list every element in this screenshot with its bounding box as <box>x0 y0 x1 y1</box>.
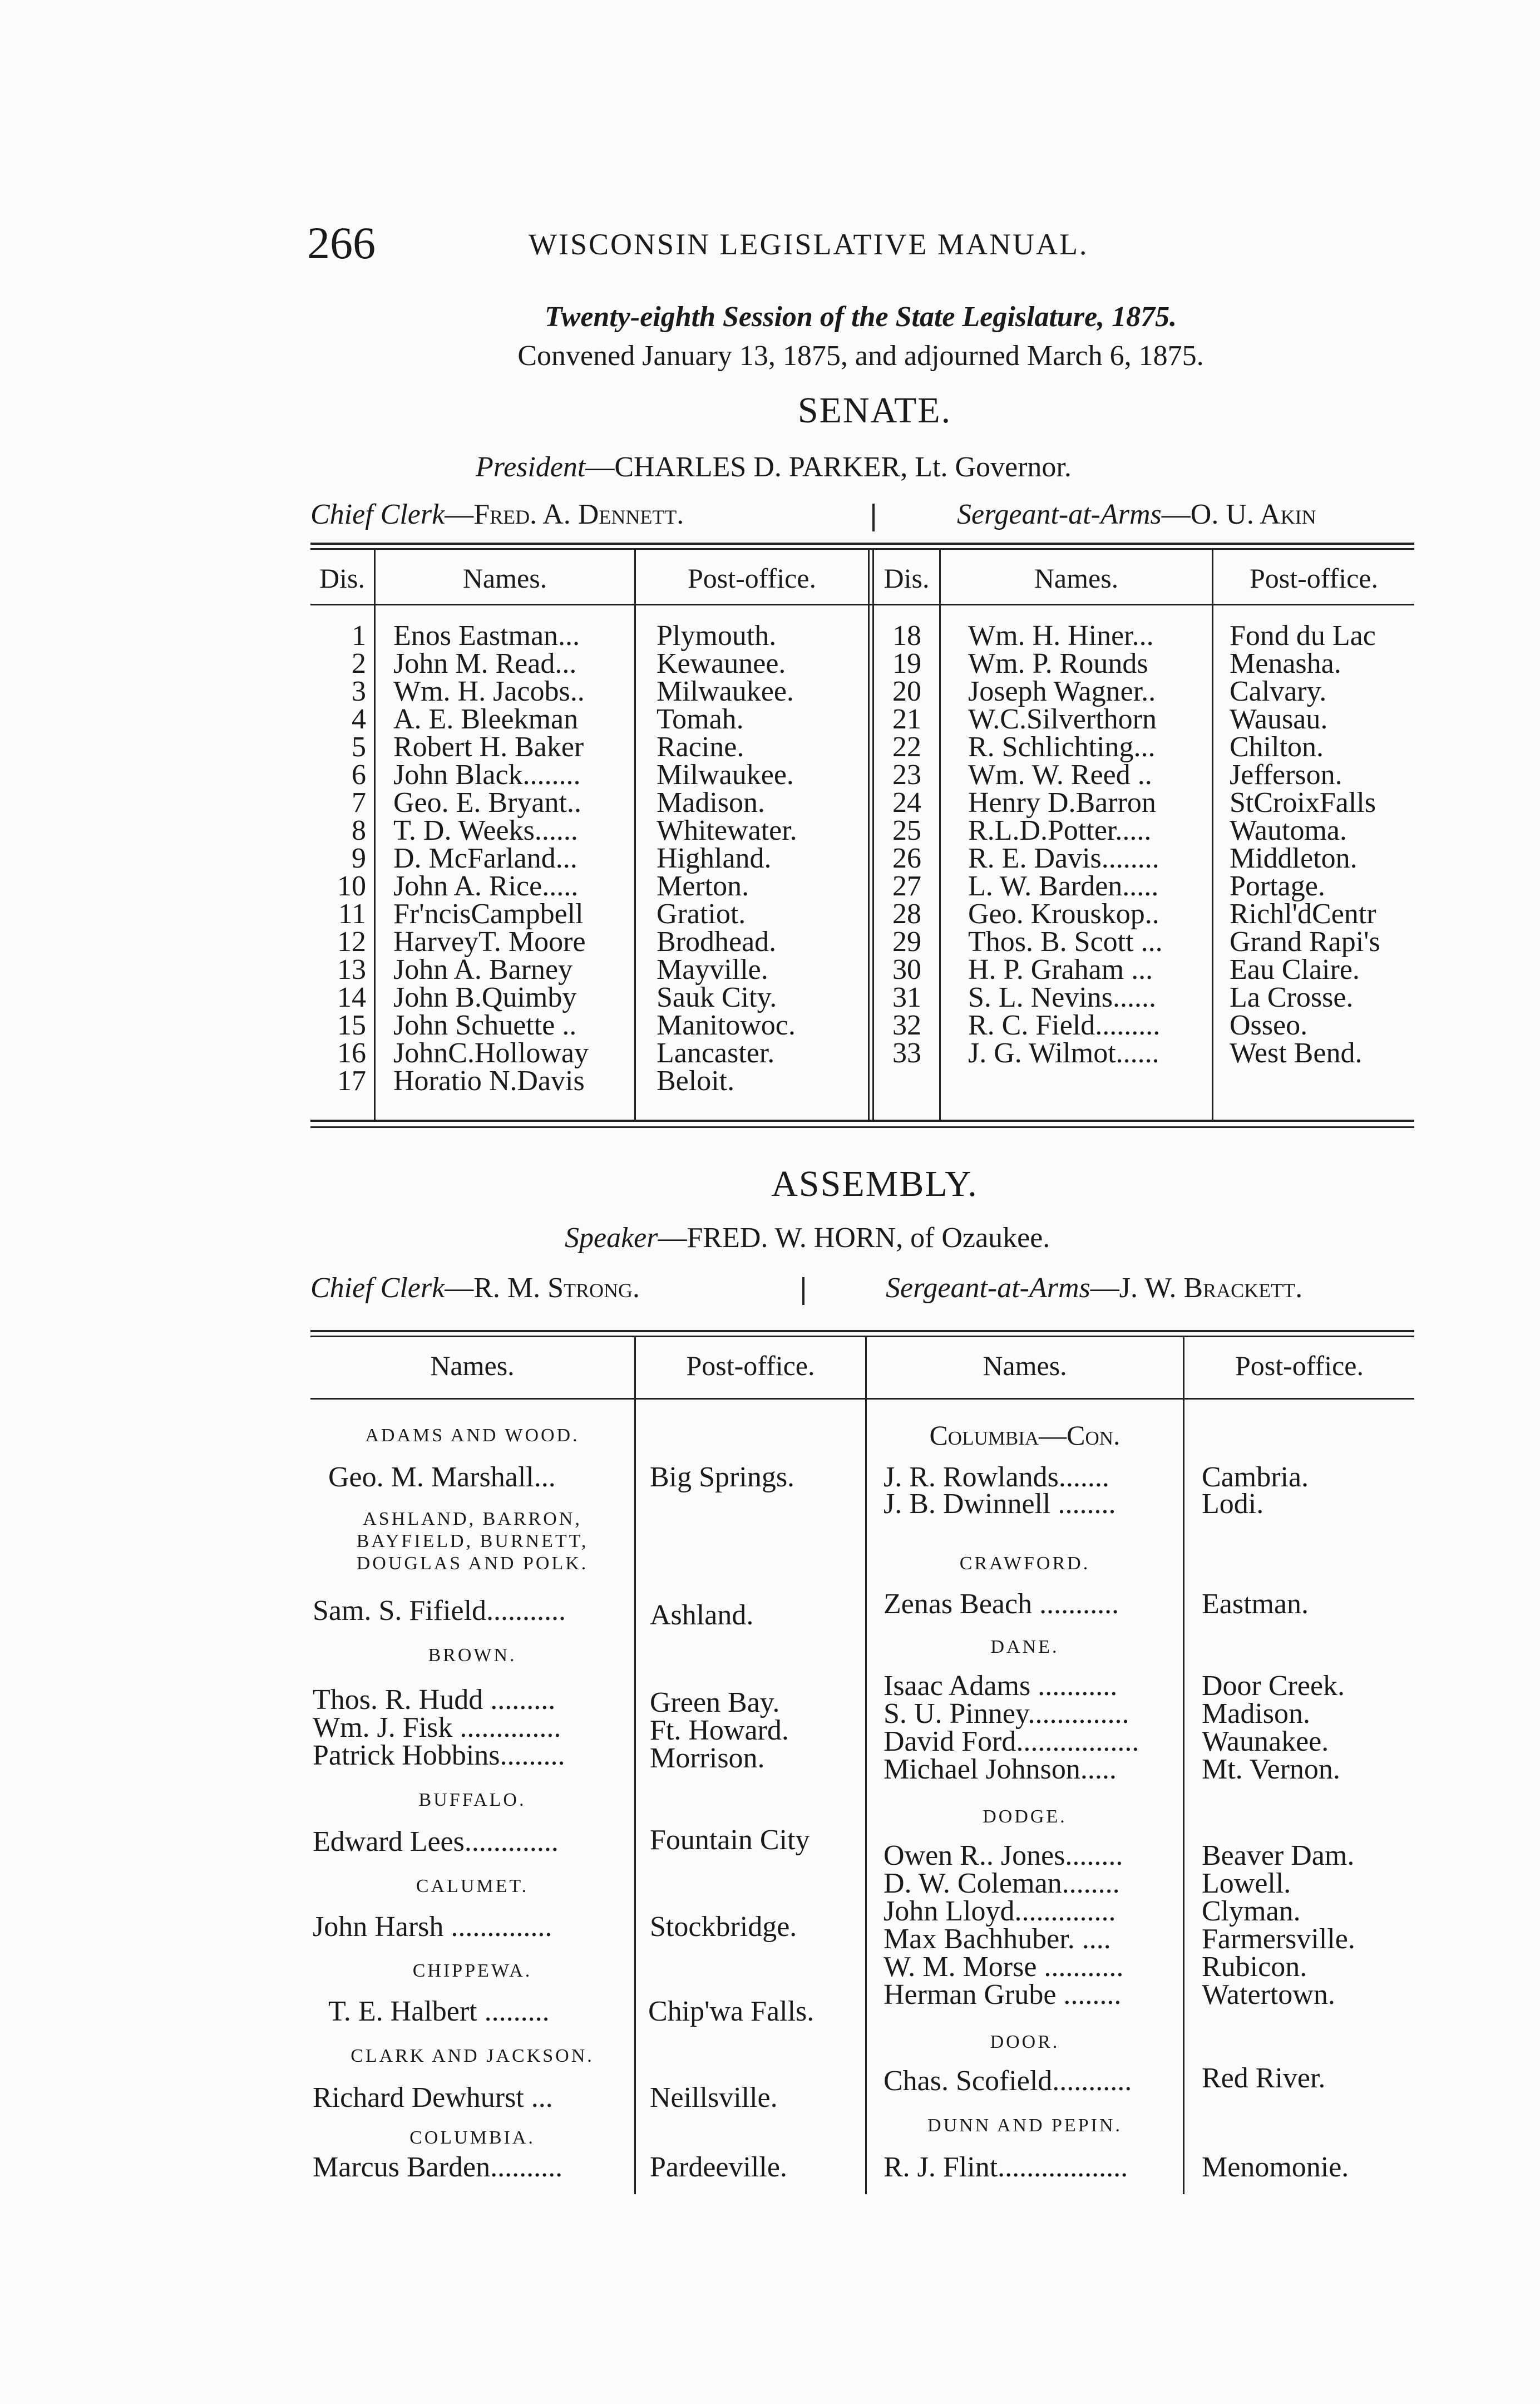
member-name: Max Bachhuber. .... <box>883 1923 1111 1955</box>
senator-post-office: StCroixFalls <box>1230 787 1376 819</box>
county-heading: DANE. <box>990 1637 1059 1657</box>
senator-post-office: Madison. <box>657 787 765 819</box>
senator-name: Enos Eastman... <box>393 620 580 652</box>
member-name: R. J. Flint.................. <box>883 2151 1128 2183</box>
senate-district-number: 19 <box>892 648 921 679</box>
county-heading: Columbia—Con. <box>929 1420 1121 1451</box>
senator-name: Wm. H. Jacobs.. <box>393 676 585 707</box>
session-title: Twenty-eighth Session of the State Legislature, 1875. <box>544 301 1177 333</box>
senate-chief-clerk <box>310 498 684 531</box>
senate-district-number: 20 <box>892 676 921 707</box>
senator-name: HarveyT. Moore <box>393 926 586 958</box>
member-name: S. U. Pinney.............. <box>883 1698 1129 1730</box>
senate-district-number: 21 <box>892 703 921 735</box>
senator-name: John Black........ <box>393 759 581 791</box>
senator-post-office: Plymouth. <box>657 620 777 652</box>
senate-district-number: 32 <box>892 1009 921 1041</box>
senate-district-number: 8 <box>352 815 366 846</box>
senator-name: R. E. Davis........ <box>968 843 1159 874</box>
senator-name: A. E. Bleekman <box>393 703 579 735</box>
senator-post-office: Mayville. <box>657 954 768 986</box>
member-name: Richard Dewhurst ... <box>313 2082 553 2114</box>
senator-name: R. C. Field......... <box>968 1009 1161 1041</box>
senate-district-number: 26 <box>892 843 921 874</box>
member-post-office: Mt. Vernon. <box>1202 1753 1340 1785</box>
senator-name: R. Schlichting... <box>968 731 1156 763</box>
member-name: Sam. S. Fifield........... <box>313 1595 566 1627</box>
rule <box>310 1330 1414 1332</box>
member-name: J. R. Rowlands....... <box>883 1461 1109 1493</box>
senate-sergeant <box>957 498 1316 531</box>
senate-col-names: Names. <box>462 563 547 594</box>
county-heading: CLARK AND JACKSON. <box>351 2046 594 2066</box>
assembly-col-names: Names. <box>983 1350 1067 1381</box>
senator-name: Fr'ncisCampbell <box>393 898 584 930</box>
senate-col-names: Names. <box>1034 563 1119 594</box>
senate-district-number: 17 <box>337 1065 366 1097</box>
county-heading: BUFFALO. <box>418 1790 526 1810</box>
member-post-office: Pardeeville. <box>650 2151 787 2183</box>
senator-post-office: Menasha. <box>1230 648 1341 679</box>
senate-district-number: 12 <box>337 926 366 958</box>
assembly-sergeant <box>886 1272 1302 1304</box>
senate-district-number: 30 <box>892 954 921 986</box>
senator-name: John B.Quimby <box>393 982 577 1013</box>
senate-district-number: 13 <box>337 954 366 986</box>
senate-district-number: 18 <box>892 620 921 652</box>
member-name: Patrick Hobbins......... <box>313 1740 565 1771</box>
senate-district-number: 27 <box>892 870 921 902</box>
member-post-office: Clyman. <box>1202 1895 1301 1927</box>
senator-name: Robert H. Baker <box>393 731 584 763</box>
senate-district-number: 4 <box>352 703 366 735</box>
senate-district-number: 1 <box>352 620 366 652</box>
senator-post-office: Kewaunee. <box>657 648 786 679</box>
senator-post-office: Fond du Lac <box>1230 620 1376 652</box>
senator-name: Geo. Krouskop.. <box>968 898 1159 930</box>
member-name: Zenas Beach ........... <box>883 1588 1119 1620</box>
member-name: Geo. M. Marshall... <box>328 1461 556 1493</box>
county-heading: BROWN. <box>428 1645 517 1666</box>
senate-district-number: 5 <box>352 731 366 763</box>
senator-post-office: Gratiot. <box>657 898 746 930</box>
assembly-col-names: Names. <box>430 1350 515 1381</box>
col-rule <box>865 1337 867 2194</box>
senate-district-number: 3 <box>352 676 366 707</box>
col-rule <box>634 1337 636 2194</box>
senate-district-number: 15 <box>337 1009 366 1041</box>
senator-name: Henry D.Barron <box>968 787 1156 819</box>
assembly-speaker <box>565 1221 1050 1254</box>
member-name: Marcus Barden.......... <box>313 2151 563 2183</box>
running-title: WISCONSIN LEGISLATIVE MANUAL. <box>529 228 1089 261</box>
senator-name: Wm. H. Hiner... <box>968 620 1154 652</box>
senator-post-office: Chilton. <box>1230 731 1324 763</box>
member-post-office: Fountain City <box>650 1824 810 1856</box>
senator-name: Thos. B. Scott ... <box>968 926 1163 958</box>
senator-post-office: Racine. <box>657 731 744 763</box>
page-header <box>307 217 1414 273</box>
senator-post-office: Milwaukee. <box>657 676 794 707</box>
rule <box>310 604 1414 605</box>
member-name: John Harsh .............. <box>313 1911 552 1943</box>
member-post-office: Door Creek. <box>1202 1670 1345 1702</box>
senator-post-office: Wautoma. <box>1230 815 1347 846</box>
county-heading: CALUMET. <box>416 1876 529 1896</box>
assembly-chief-clerk <box>310 1272 640 1304</box>
rule <box>310 1120 1414 1122</box>
county-heading: COLUMBIA. <box>409 2127 535 2148</box>
senator-post-office: Wausau. <box>1230 703 1328 735</box>
rule <box>310 1126 1414 1128</box>
senator-post-office: Middleton. <box>1230 843 1358 874</box>
member-post-office: Big Springs. <box>650 1461 795 1493</box>
senate-district-number: 7 <box>352 787 366 819</box>
member-name: Chas. Scofield........... <box>883 2065 1132 2097</box>
senator-name: W.C.Silverthorn <box>968 703 1157 735</box>
county-heading: DUNN AND PEPIN. <box>927 2115 1122 2136</box>
senator-post-office: La Crosse. <box>1230 982 1354 1013</box>
senate-clerk-label: Chief Clerk <box>310 499 445 530</box>
member-name: Thos. R. Hudd ......... <box>313 1684 556 1716</box>
col-rule <box>1212 548 1213 1120</box>
president-name: —CHARLES D. PARKER, Lt. Governor. <box>585 451 1072 483</box>
senator-name: John M. Read... <box>393 648 577 679</box>
senate-clerk-name: —Fred. A. Dennett. <box>445 499 684 530</box>
senator-post-office: Eau Claire. <box>1230 954 1360 986</box>
senator-name: Wm. W. Reed .. <box>968 759 1152 791</box>
member-post-office: Chip'wa Falls. <box>648 1996 815 2027</box>
county-heading: DOOR. <box>990 2032 1060 2052</box>
senate-district-number: 11 <box>338 898 366 930</box>
rule <box>310 1398 1414 1400</box>
member-post-office: Lowell. <box>1202 1868 1291 1899</box>
col-rule <box>939 548 941 1120</box>
member-name: John Lloyd.............. <box>883 1895 1116 1927</box>
senator-name: J. G. Wilmot...... <box>968 1037 1159 1069</box>
county-heading: BAYFIELD, BURNETT, <box>356 1531 589 1551</box>
assembly-sergeant-name: —J. W. Brackett. <box>1090 1272 1303 1304</box>
page-number: 266 <box>307 218 376 268</box>
senator-post-office: Milwaukee. <box>657 759 794 791</box>
member-post-office: Watertown. <box>1202 1979 1335 2011</box>
senator-post-office: Tomah. <box>657 703 744 735</box>
senate-col-po: Post-office. <box>1250 563 1378 594</box>
member-name: Michael Johnson..... <box>883 1753 1117 1785</box>
senator-post-office: West Bend. <box>1230 1037 1363 1069</box>
assembly-clerk-name: —R. M. Strong. <box>445 1272 640 1304</box>
senator-post-office: Osseo. <box>1230 1009 1308 1041</box>
assembly-col-po: Post-office. <box>686 1350 815 1381</box>
county-heading: CHIPPEWA. <box>412 1960 532 1981</box>
rule <box>310 1336 1414 1337</box>
senate-col-dis: Dis. <box>319 563 365 594</box>
county-heading: ASHLAND, BARRON, <box>363 1509 582 1529</box>
member-name: D. W. Coleman........ <box>883 1868 1120 1899</box>
senator-name: T. D. Weeks...... <box>393 815 578 846</box>
senator-name: Joseph Wagner.. <box>968 676 1156 707</box>
member-post-office: Red River. <box>1202 2062 1326 2094</box>
senator-post-office: Merton. <box>657 870 749 902</box>
senator-name: L. W. Barden..... <box>968 870 1159 902</box>
senate-sergeant-name: —O. U. Akin <box>1161 499 1316 530</box>
senator-post-office: Grand Rapi's <box>1230 926 1380 958</box>
senator-name: John A. Barney <box>393 954 573 986</box>
member-post-office: Cambria. <box>1202 1461 1309 1493</box>
senate-district-number: 9 <box>352 843 366 874</box>
member-post-office: Madison. <box>1202 1698 1310 1730</box>
senate-district-number: 31 <box>892 982 921 1013</box>
member-post-office: Beaver Dam. <box>1202 1840 1355 1871</box>
senate-col-dis: Dis. <box>883 563 930 594</box>
member-name: T. E. Halbert ......... <box>328 1996 550 2027</box>
rule <box>310 548 1414 550</box>
senate-district-number: 28 <box>892 898 921 930</box>
member-post-office: Menomonie. <box>1202 2151 1349 2183</box>
member-post-office: Stockbridge. <box>650 1911 797 1943</box>
member-name: W. M. Morse ........... <box>883 1951 1124 1983</box>
member-post-office: Morrison. <box>650 1742 765 1774</box>
senator-post-office: Manitowoc. <box>657 1009 796 1041</box>
rule <box>310 543 1414 545</box>
senate-district-number: 10 <box>337 870 366 902</box>
divider <box>872 504 875 531</box>
assembly-clerk-label: Chief Clerk <box>310 1272 445 1304</box>
member-post-office: Waunakee. <box>1202 1726 1329 1757</box>
session-dates: Convened January 13, 1875, and adjourned March 6, 1875. <box>517 340 1204 372</box>
speaker-name: —FRED. W. HORN, of Ozaukee. <box>658 1222 1050 1254</box>
senate-district-number: 24 <box>892 787 921 819</box>
senator-name: Horatio N.Davis <box>393 1065 585 1097</box>
county-heading: DOUGLAS AND POLK. <box>356 1553 589 1574</box>
senator-name: John Schuette .. <box>393 1009 577 1041</box>
member-post-office: Green Bay. <box>650 1687 780 1718</box>
senator-post-office: Richl'dCentr <box>1230 898 1376 930</box>
senate-heading: SENATE. <box>797 390 952 431</box>
senate-district-number: 25 <box>892 815 921 846</box>
senator-name: H. P. Graham ... <box>968 954 1153 986</box>
senator-name: R.L.D.Potter..... <box>968 815 1152 846</box>
member-post-office: Lodi. <box>1202 1488 1264 1520</box>
senator-post-office: Whitewater. <box>657 815 797 846</box>
member-name: Wm. J. Fisk .............. <box>313 1712 561 1743</box>
member-name: Owen R.. Jones........ <box>883 1840 1123 1871</box>
senate-president <box>476 451 1072 484</box>
member-post-office: Rubicon. <box>1202 1951 1307 1983</box>
col-rule <box>374 548 376 1120</box>
senate-district-number: 22 <box>892 731 921 763</box>
senator-name: John A. Rice..... <box>393 870 579 902</box>
senator-name: Wm. P. Rounds <box>968 648 1148 679</box>
assembly-heading: ASSEMBLY. <box>771 1164 978 1204</box>
county-heading: DODGE. <box>983 1806 1067 1827</box>
senate-district-number: 33 <box>892 1037 921 1069</box>
senate-district-number: 14 <box>337 982 366 1013</box>
senator-post-office: Highland. <box>657 843 772 874</box>
senate-district-number: 23 <box>892 759 921 791</box>
col-rule <box>634 548 636 1120</box>
president-label: President <box>476 451 586 483</box>
senator-post-office: Lancaster. <box>657 1037 775 1069</box>
senator-post-office: Portage. <box>1230 870 1325 902</box>
member-name: David Ford................. <box>883 1726 1139 1757</box>
senate-col-po: Post-office. <box>688 563 816 594</box>
member-post-office: Ashland. <box>650 1599 754 1631</box>
senator-post-office: Beloit. <box>657 1065 735 1097</box>
county-heading: CRAWFORD. <box>959 1553 1090 1574</box>
senator-post-office: Jefferson. <box>1230 759 1342 791</box>
senator-name: Geo. E. Bryant.. <box>393 787 581 819</box>
senate-district-number: 6 <box>352 759 366 791</box>
senator-name: JohnC.Holloway <box>393 1037 589 1069</box>
member-name: J. B. Dwinnell ........ <box>883 1488 1116 1520</box>
senator-post-office: Calvary. <box>1230 676 1327 707</box>
member-name: Herman Grube ........ <box>883 1979 1122 2011</box>
senator-post-office: Sauk City. <box>657 982 777 1013</box>
member-post-office: Neillsville. <box>650 2082 778 2114</box>
member-post-office: Farmersville. <box>1202 1923 1355 1955</box>
col-rule <box>1183 1337 1184 2194</box>
member-name: Isaac Adams ........... <box>883 1670 1118 1702</box>
senate-district-number: 16 <box>337 1037 366 1069</box>
senator-post-office: Brodhead. <box>657 926 777 958</box>
speaker-label: Speaker <box>565 1222 658 1254</box>
assembly-col-po: Post-office. <box>1235 1350 1364 1381</box>
senate-district-number: 29 <box>892 926 921 958</box>
divider <box>802 1277 804 1305</box>
member-post-office: Ft. Howard. <box>650 1715 789 1746</box>
assembly-sergeant-label: Sergeant-at-Arms <box>886 1272 1090 1304</box>
county-heading: ADAMS AND WOOD. <box>365 1425 580 1446</box>
senator-name: S. L. Nevins...... <box>968 982 1156 1013</box>
member-name: Edward Lees............. <box>313 1826 559 1858</box>
senator-name: D. McFarland... <box>393 843 578 874</box>
senate-sergeant-label: Sergeant-at-Arms <box>957 499 1162 530</box>
member-post-office: Eastman. <box>1202 1588 1309 1620</box>
col-rule <box>868 548 870 1120</box>
senate-district-number: 2 <box>352 648 366 679</box>
